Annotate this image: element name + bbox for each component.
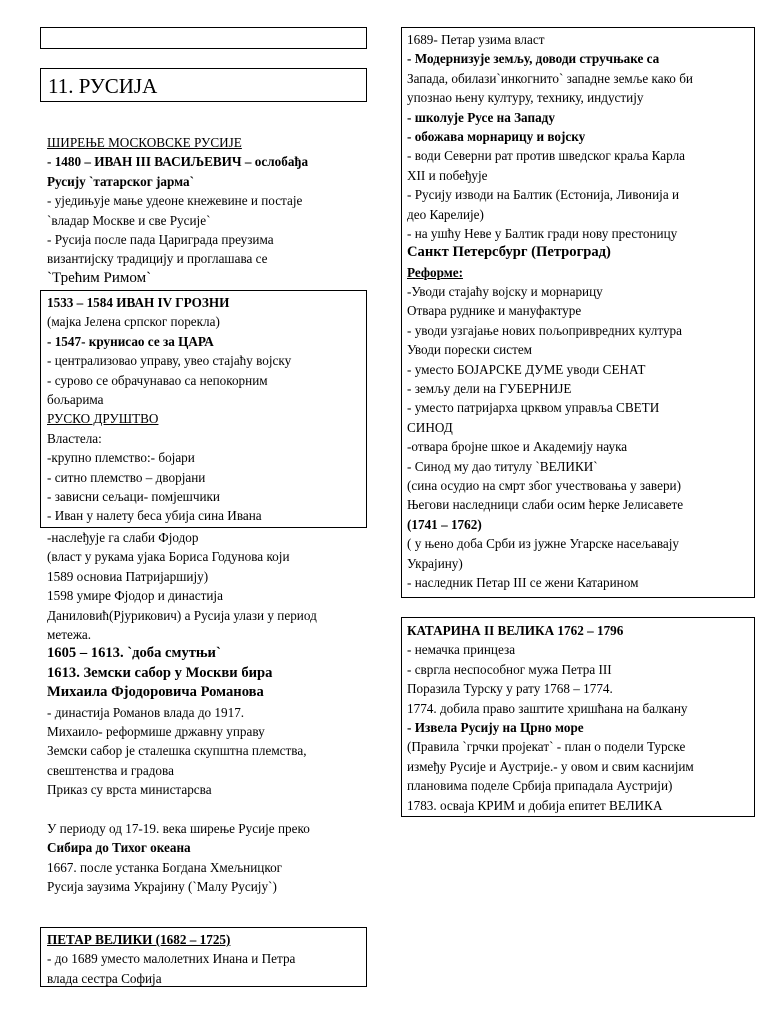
- text-line: - школује Русе на Западу: [407, 109, 555, 125]
- text-line: - Русију изводи на Балтик (Естонија, Ливонија и: [407, 187, 680, 203]
- ivan-iv-text: [47, 293, 291, 526]
- box-heading: ПЕТАР ВЕЛИКИ (1682 – 1725): [47, 932, 231, 947]
- section-heading: ШИРЕЊЕ МОСКОВСКЕ РУСИЈЕ: [47, 135, 242, 150]
- text-line: 1689- Петар узима власт: [407, 32, 545, 47]
- text-line: свештенства и градова: [47, 762, 174, 778]
- katarina-box: [401, 617, 755, 817]
- katarina-text: [407, 621, 694, 815]
- text-line: -наслеђује га слаби Фјодор: [47, 530, 199, 545]
- box-heading: КАТАРИНА II ВЕЛИКА 1762 – 1796: [407, 623, 624, 638]
- text-line: -Уводи стајаћу војску и морнарицу: [407, 284, 603, 300]
- text-line: - уводи узгајање нових пољопривредних култура: [407, 322, 682, 338]
- text-line: - земљу дели на ГУБЕРНИЈЕ: [407, 381, 572, 397]
- empty-header-box: [40, 27, 367, 49]
- text-line: `владар Москве и све Русије`: [47, 212, 211, 228]
- text-line: између Русије и Аустрије.- у овом и свим каснијим: [407, 758, 694, 774]
- text-line: 1783. осваја КРИМ и добија епитет ВЕЛИКА: [407, 797, 663, 813]
- text-line: -крупно племство:- бојари: [47, 450, 195, 466]
- text-line: Земски сабор је сталешка скупштна племства,: [47, 743, 307, 759]
- text-line: - немачка принцеза: [407, 642, 516, 658]
- blank-line: [47, 799, 317, 818]
- text-line: - сурово се обрачунавао са непокорним: [47, 372, 268, 388]
- text-line: (мајка Јелена српског порекла): [47, 314, 220, 330]
- text-line: (сина осудио на смрт због учествовања у завери): [407, 477, 681, 493]
- text-line: Михаило- реформише државну управу: [47, 723, 265, 739]
- text-line: - 1480 – ИВАН III ВАСИЉЕВИЧ – ослобађа: [47, 154, 309, 170]
- section-heading: РУСКО ДРУШТВО: [47, 411, 159, 427]
- text-line: - Иван у налету беса убија сина Ивана: [47, 508, 262, 524]
- text-line: византијску традицију и проглашава се: [47, 251, 268, 267]
- chapter-title: 11. РУСИЈА: [48, 74, 158, 98]
- section-heading: Реформе:: [407, 264, 463, 280]
- text-line: (1741 – 1762): [407, 516, 482, 532]
- text-line: - Извела Русију на Црно море: [407, 719, 584, 735]
- text-line: - уједињује мање удеоне кнежевине и постаје: [47, 193, 303, 209]
- text-line: Сибира до Тихог океана: [47, 840, 191, 856]
- text-line: - Модернизује земљу, доводи стручњаке са: [407, 51, 660, 67]
- text-line: - до 1689 уместо малолетних Инана и Петра: [47, 951, 296, 967]
- text-line: део Карелије): [407, 206, 484, 222]
- text-line: - династија Романов влада до 1917.: [47, 704, 245, 720]
- text-line: влада сестра Софија: [47, 970, 162, 986]
- text-line: метежа.: [47, 626, 92, 642]
- text-line: Отвара руднике и мануфактуре: [407, 303, 582, 319]
- text-line: (власт у рукама ујака Бориса Годунова који: [47, 549, 290, 565]
- text-line: Русија заузима Украјину (`Малу Русију`): [47, 879, 277, 895]
- text-line: - на ушћу Неве у Балтик гради нову престоницу: [407, 225, 678, 241]
- text-line: Приказ су врста министарсва: [47, 782, 212, 798]
- peter-reign-text: [407, 30, 693, 592]
- text-line: - уместо патријарха црквом управља СВЕТИ: [407, 400, 660, 416]
- text-line: - 1547- крунисао се за ЦАРА: [47, 333, 214, 349]
- text-line: ( у њено доба Срби из јужне Угарске насељавају: [407, 536, 679, 552]
- peter-great-text: [47, 930, 295, 988]
- ivan-iv-box: [40, 290, 367, 528]
- heading-line: Санкт Петерсбург (Петроград): [407, 244, 611, 261]
- peter-great-box: [40, 927, 367, 987]
- text-line: упознао њену културу, технику, индустију: [407, 90, 644, 106]
- heading-line: 1613. Земски сабор у Москви бира: [47, 664, 273, 681]
- text-line: 1774. добила право заштите хришћана на балкану: [407, 700, 688, 716]
- intro-section: [47, 133, 308, 288]
- text-line: (Правила `грчки пројекат` - план о подели Турске: [407, 739, 686, 755]
- peter-reign-box: [401, 27, 755, 598]
- box-heading: 1533 – 1584 ИВАН IV ГРОЗНИ: [47, 295, 230, 310]
- text-line: 1667. после устанка Богдана Хмељницког: [47, 859, 283, 875]
- troubles-section: [47, 528, 317, 896]
- text-line: - свргла неспособног мужа Петра III: [407, 661, 612, 677]
- heading-line: Михаила Фјодоровича Романова: [47, 684, 264, 701]
- text-line: - обожава морнарицу и војску: [407, 128, 586, 144]
- text-line: - Синод му дао титулу `ВЕЛИКИ`: [407, 458, 598, 474]
- text-line: - Русија после пада Цариграда преузима: [47, 231, 274, 247]
- chapter-title-box: [40, 68, 367, 102]
- text-line: 1589 основиа Патријаршију): [47, 568, 209, 584]
- text-line: - уместо БОЈАРСКЕ ДУМЕ уводи СЕНАТ: [407, 361, 646, 377]
- text-line: Његови наследници слаби осим ћерке Јелисавете: [407, 497, 684, 513]
- text-line: СИНОД: [407, 419, 453, 435]
- text-line: Даниловић(Рјурикович) а Русија улази у период: [47, 607, 317, 623]
- text-line: Уводи порески систем: [407, 342, 533, 358]
- text-line: 1598 умире Фјодор и династија: [47, 588, 223, 604]
- text-line: - води Северни рат против шведског краља Карла: [407, 148, 686, 164]
- text-line: Поразила Турску у рату 1768 – 1774.: [407, 681, 613, 697]
- text-line: Русију `татарског јарма`: [47, 173, 194, 189]
- text-line: Украјину): [407, 555, 463, 571]
- text-line: - зависни сељаци- помјешчики: [47, 488, 220, 504]
- text-line: Запада, обилази`инкогнито` западне земље како би: [407, 70, 693, 86]
- text-line: XII и побеђује: [407, 167, 488, 183]
- text-line: У периоду од 17-19. века ширење Русије преко: [47, 820, 310, 836]
- heading-line: 1605 – 1613. `доба смутњи`: [47, 645, 221, 662]
- text-line: плановима поделе Србија припадала Аустрији): [407, 778, 673, 794]
- text-line: бољарима: [47, 391, 104, 407]
- text-line: -отвара бројне шкое и Академију наука: [407, 439, 628, 455]
- text-line: - ситно племство – дворјани: [47, 469, 206, 485]
- text-line: - наследник Петар III се жени Катарином: [407, 574, 639, 590]
- text-line: Властела:: [47, 430, 102, 446]
- text-line: `Трећим Римом`: [47, 269, 152, 286]
- text-line: - централизовао управу, увео стајаћу војску: [47, 353, 292, 369]
